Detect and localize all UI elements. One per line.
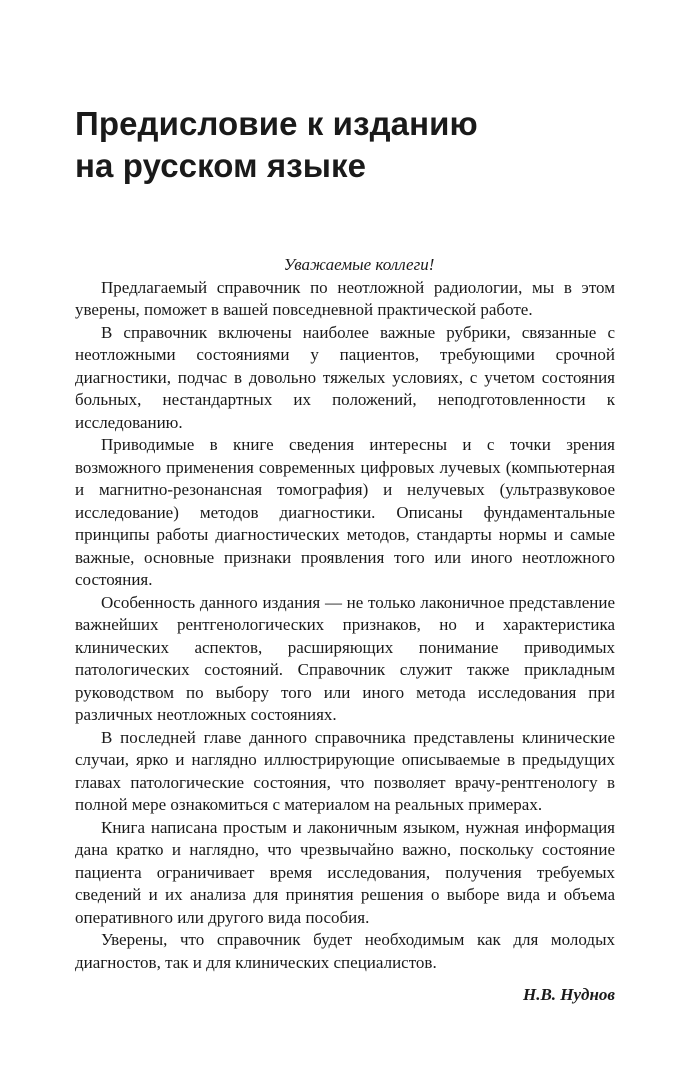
- paragraph-6: Книга написана простым и лаконичным языком, нужная информация дана кратко и наглядно, что чрезвычайно важно, поскольку состояние пациента ограничивает время исследования, получения требуемых сведений и их анализа для принятия решения о выборе вида и объема оперативного или другого вида пособия.: [75, 817, 615, 927]
- paragraph-7: Уверены, что справочник будет необходимым как для молодых диагностов, так и для клинических специалистов.: [75, 930, 615, 972]
- paragraph-5: В последней главе данного справочника представлены клинические случаи, ярко и наглядно иллюстрирующие описываемые в предыдущих главах патологические состояния, что позволяет врачу-рентгенологу в полной мере ознакомиться с материалом на реальных примерах.: [75, 727, 615, 814]
- paragraph-2: В справочник включены наиболее важные рубрики, связанные с неотложными состояниями у пациентов, требующими срочной диагностики, подчас в довольно тяжелых условиях, с учетом состояния больных, нестандартных их положений, неподготовленности к исследованию.: [75, 322, 615, 432]
- body-text: [75, 254, 615, 1007]
- page-title: [75, 103, 635, 187]
- greeting: Уважаемые коллеги!: [283, 255, 435, 274]
- title-line-1: Предисловие к изданию: [75, 105, 478, 142]
- paragraph-1: Предлагаемый справочник по неотложной радиологии, мы в этом уверены, поможет в вашей повседневной практической работе.: [75, 277, 615, 319]
- paragraph-3: Приводимые в книге сведения интересны и с точки зрения возможного применения современных цифровых лучевых (компьютерная и магнитно-резонансная томография) и нелучевых (ультразвуковое исследование) методов диагностики. Описаны фундаментальные принципы работы диагностических методов, стандарты нормы и самые важные, основные признаки проявления того или иного неотложного состояния.: [75, 435, 615, 589]
- author-signature: Н.В. Нуднов: [523, 985, 615, 1004]
- paragraph-4: Особенность данного издания — не только лаконичное представление важнейших рентгенологических признаков, но и характеристика клинических аспектов, расширяющих понимание приводимых патологических состояний. Справочник служит также прикладным руководством по выбору того или иного метода исследования при различных неотложных состояниях.: [75, 592, 615, 724]
- title-line-2: на русском языке: [75, 147, 367, 184]
